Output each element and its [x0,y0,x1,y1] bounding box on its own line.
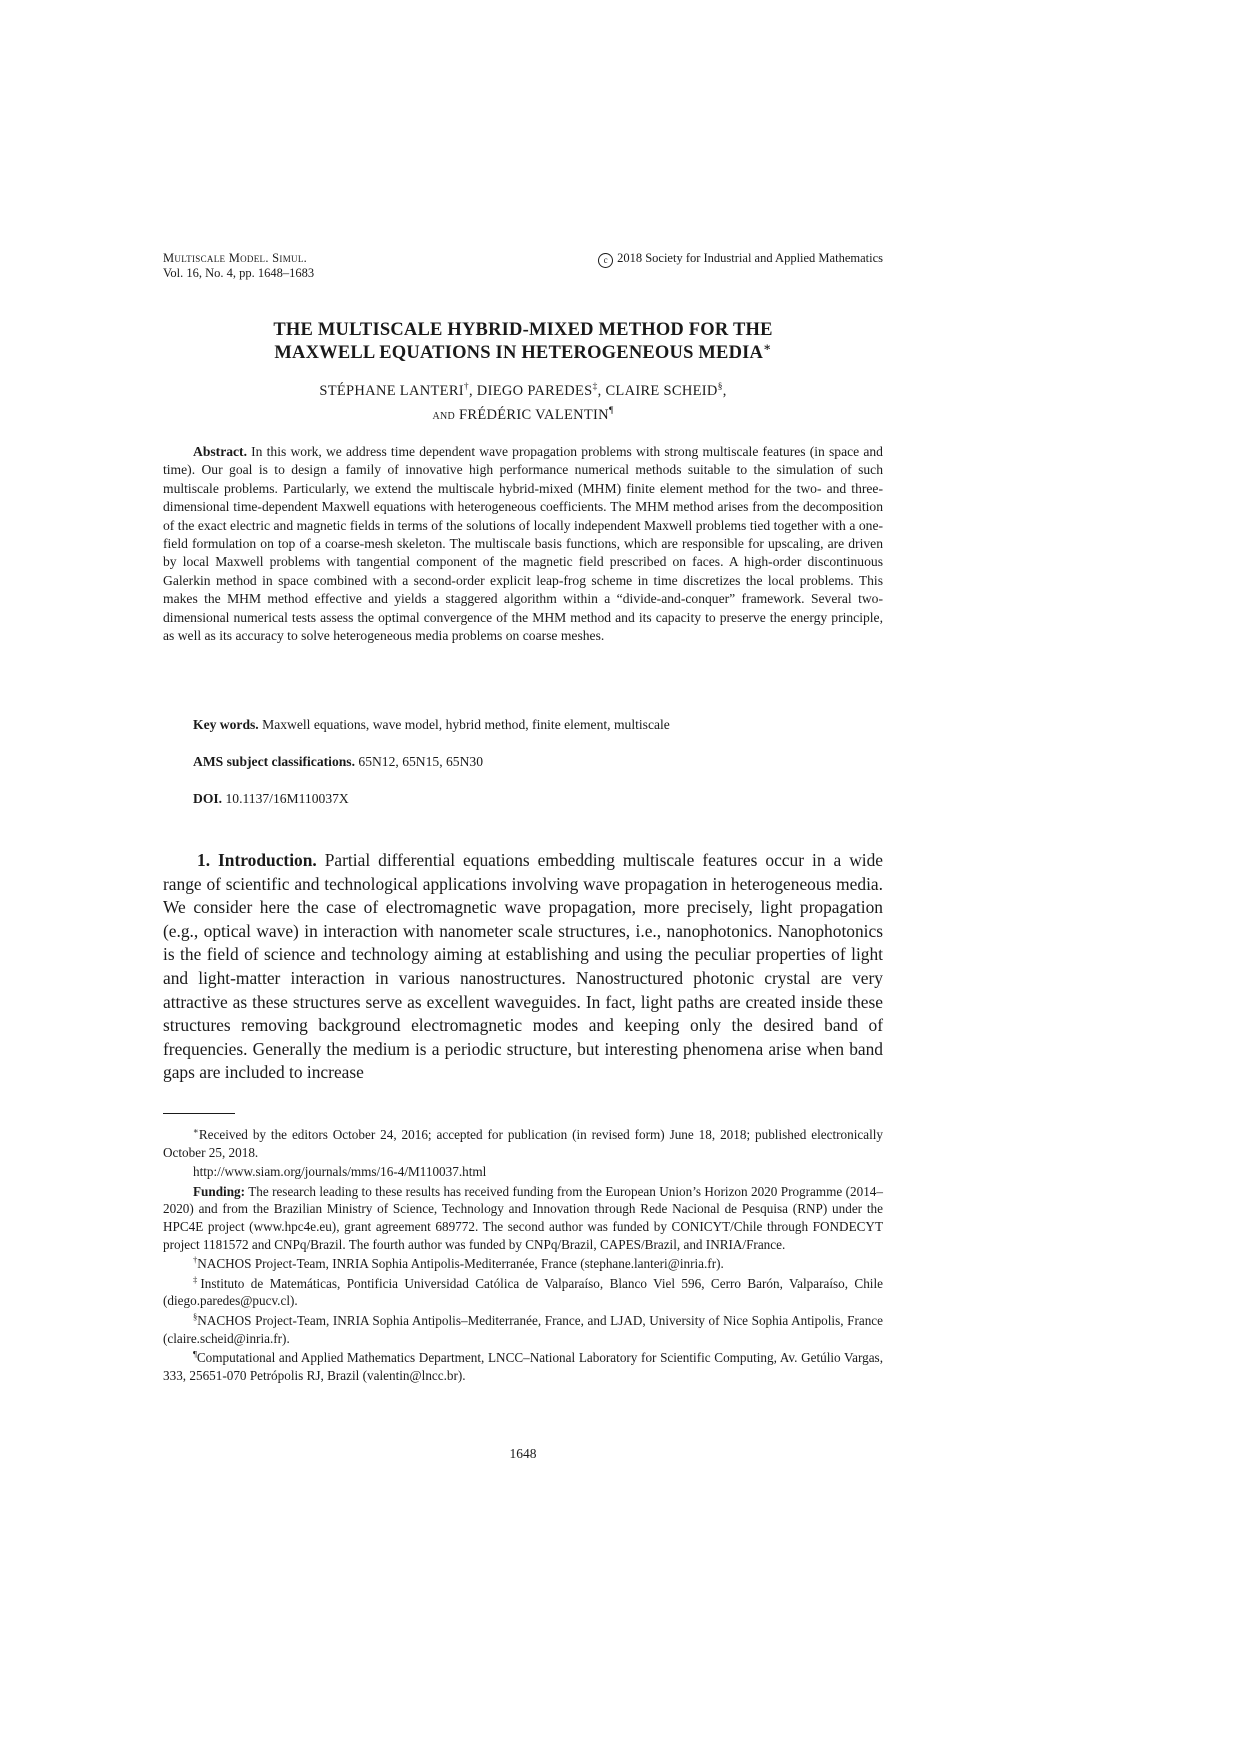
author-4-mark: ¶ [608,406,614,417]
funding-text: The research leading to these results has received funding from the European Union’s Horizon 2020 Programme (2014–2020) and from the Brazilian Ministry of Science, Technology and Innovation through Rede Nacional de Pesquisa (RNP) under the HPC4E project (www.hpc4e.eu), grant agreement 689772. The second author was funded by CONICYT/Chile through FONDECYT project 1181572 and CNPq/Brazil. The fourth author was funded by CNPq/Brazil, CAPES/Brazil, and INRIA/France. [163,1183,883,1252]
abstract-text: In this work, we address time dependent wave propagation problems with strong multiscale features (in space and time). Our goal is to design a family of innovative high performance numerical methods suitable to the simulation of such multiscale problems. Particularly, we extend the multiscale hybrid-mixed (MHM) finite element method for the two- and three-dimensional time-dependent Maxwell equations with heterogeneous coefficients. The MHM method arises from the decomposition of the exact electric and magnetic fields in terms of the solutions of locally independent Maxwell problems tied together with a one-field formulation on top of a coarse-mesh skeleton. The multiscale basis functions, which are responsible for upscaling, are driven by local Maxwell problems with tangential component of the magnetic field prescribed on faces. A high-order discontinuous Galerkin method in space combined with a second-order explicit leap-frog scheme in time discretizes the local problems. This makes the MHM method effective and yields a staggered algorithm within a “divide-and-conquer” framework. Several two-dimensional numerical tests assess the optimal convergence of the MHM method and its capacity to preserve the energy principle, as well as its accuracy to solve heterogeneous media problems on coarse meshes. [163,444,883,644]
footnote-mark: ‡ [193,1274,201,1285]
author-1: STÉPHANE LANTERI [319,383,464,399]
author-3: CLAIRE SCHEID [605,383,718,399]
footnote-url: http://www.siam.org/journals/mms/16-4/M110037.html [193,1164,487,1180]
doi [193,790,349,808]
keywords [193,716,670,734]
footnote-text: Instituto de Matemáticas, Pontificia Universidad Católica de Valparaíso, Blanco Viel 596, Cerro Barón, Valparaíso, Chile (diego.paredes@pucv.cl). [163,1275,883,1309]
author-and: and [432,407,456,423]
footnote-text: Received by the editors October 24, 2016; accepted for publication (in revised form) June 18, 2018; published electronically October 25, 2018. [163,1127,883,1160]
footnote-author-1 [163,1255,883,1273]
page-number: 1648 [509,1446,537,1461]
ams-label: AMS subject classifications. [193,754,355,769]
footnote-mark: † [193,1254,198,1265]
title-line-1: THE MULTISCALE HYBRID-MIXED METHOD FOR THE [273,320,773,340]
author-2: DIEGO PAREDES [476,383,593,399]
footnote-mark: ¶ [193,1348,197,1359]
footnote-text: NACHOS Project-Team, INRIA Sophia Antipolis-Mediterranée, France (stephane.lanteri@inria.fr). [197,1256,724,1272]
footnote-rule [163,1113,235,1114]
introduction-section [163,849,883,1085]
footnote-author-2 [163,1275,883,1310]
author-4: FRÉDÉRIC VALENTIN [458,407,609,423]
copyright-notice [598,251,883,268]
paper-title [163,319,883,365]
footnote-text: Computational and Applied Mathematics Department, LNCC–National Laboratory for Scientific Computing, Av. Getúlio Vargas, 333, 25651-070 Petrópolis RJ, Brazil (valentin@lncc.br). [163,1350,883,1383]
abstract-label: Abstract. [193,444,247,459]
footnote-mark: § [193,1311,198,1322]
author-2-mark: ‡ [592,382,598,393]
journal-name: Multiscale Model. Simul. [163,251,308,265]
footnote-mark: ∗ [193,1125,199,1136]
ams-text: 65N12, 65N15, 65N30 [358,754,483,769]
author-1-mark: † [463,382,469,393]
author-list: STÉPHANE LANTERI†, DIEGO PAREDES‡, CLAIRE SCHEID§, and FRÉDÉRIC VALENTIN¶ [319,382,727,423]
copyright-icon: c [598,253,613,268]
funding-label: Funding: [193,1183,246,1199]
footnote-author-3 [163,1312,883,1347]
doi-label: DOI. [193,791,223,806]
journal-info [163,251,314,281]
abstract [163,443,883,645]
doi-text: 10.1137/16M110037X [225,791,349,806]
copyright-text: 2018 Society for Industrial and Applied Mathematics [617,251,883,265]
keywords-text: Maxwell equations, wave model, hybrid method, finite element, multiscale [262,717,670,732]
section-heading: 1. Introduction. [197,850,317,870]
volume-info: Vol. 16, No. 4, pp. 1648–1683 [163,266,315,280]
title-footnote-mark: ∗ [763,339,772,354]
footnotes [163,1126,883,1386]
title-line-2: MAXWELL EQUATIONS IN HETEROGENEOUS MEDIA [274,343,764,363]
ams-classifications [193,753,483,771]
keywords-label: Key words. [193,717,259,732]
introduction-text: Partial differential equations embedding multiscale features occur in a wide range of scientific and technological applications involving wave propagation in heterogeneous media. We consider here the case of electromagnetic wave propagation, more precisely, light propagation (e.g., optical wave) in interaction with nanometer scale structures, i.e., nanophotonics. Nanophotonics is the field of science and technology aiming at establishing and using the peculiar properties of light and light-matter interaction in various nanostructures. Nanostructured photonic crystal are very attractive as these structures serve as excellent waveguides. In fact, light paths are created inside these structures removing background electromagnetic modes and keeping only the desired band of frequencies. Generally the medium is a periodic structure, but interesting phenomena arise when band gaps are included to increase [163,850,883,1083]
footnote-text: NACHOS Project-Team, INRIA Sophia Antipolis–Mediterranée, France, and LJAD, University of Nice Sophia Antipolis, France (claire.scheid@inria.fr). [163,1312,883,1346]
footnote-funding [163,1183,883,1253]
footnote-received [163,1126,883,1161]
footnote-author-4 [163,1349,883,1384]
author-3-mark: § [717,382,723,393]
